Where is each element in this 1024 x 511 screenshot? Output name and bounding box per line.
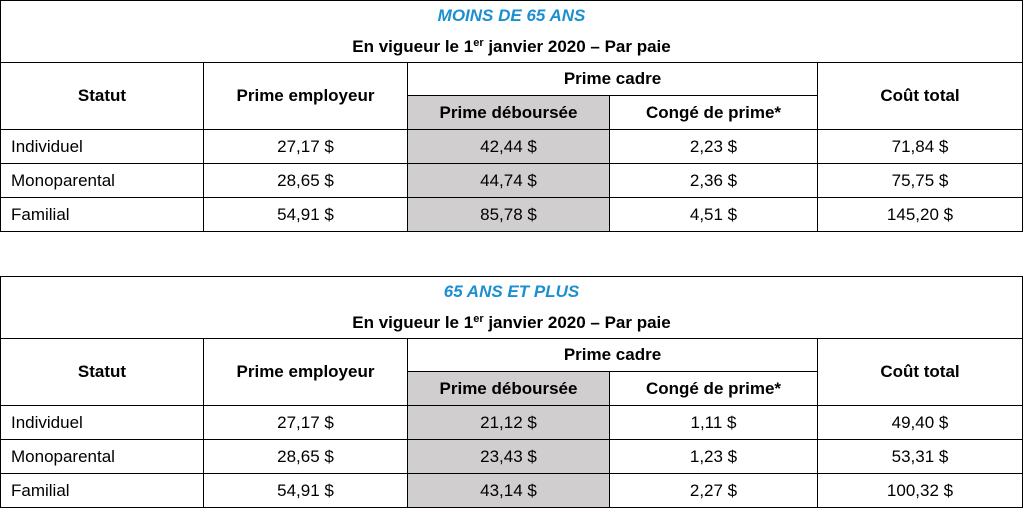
cell-conge-de-prime: 2,23 $ [610,130,818,164]
header-prime-employeur: Prime employeur [204,63,408,130]
table-row [1,164,1023,198]
header-cout-total: Coût total [818,339,1023,406]
cell-statut: Individuel [1,130,204,164]
cell-prime-deboursee: 23,43 $ [408,440,610,474]
table-row [1,406,1023,440]
cell-cout-total: 75,75 $ [818,164,1023,198]
subtitle-end: janvier 2020 – Par paie [483,36,671,56]
header-cout-total: Coût total [818,63,1023,130]
cell-cout-total: 49,40 $ [818,406,1023,440]
header-prime-cadre: Prime cadre [408,63,818,96]
header-prime-deboursee: Prime déboursée [408,372,610,406]
header-conge-de-prime: Congé de prime* [610,96,818,130]
cell-statut: Individuel [1,406,204,440]
table-subtitle [1,32,1023,63]
cell-prime-employeur: 28,65 $ [204,440,408,474]
table-row [1,198,1023,232]
subtitle-superscript: er [473,36,484,49]
table-subtitle [1,308,1023,339]
cell-conge-de-prime: 4,51 $ [610,198,818,232]
cell-prime-deboursee: 42,44 $ [408,130,610,164]
header-conge-de-prime: Congé de prime* [610,372,818,406]
header-prime-cadre: Prime cadre [408,339,818,372]
cell-statut: Familial [1,474,204,508]
header-statut: Statut [1,63,204,130]
header-statut: Statut [1,339,204,406]
cell-cout-total: 71,84 $ [818,130,1023,164]
cell-prime-employeur: 54,91 $ [204,198,408,232]
cell-prime-employeur: 27,17 $ [204,130,408,164]
header-prime-employeur: Prime employeur [204,339,408,406]
cell-cout-total: 145,20 $ [818,198,1023,232]
cell-conge-de-prime: 2,36 $ [610,164,818,198]
cell-prime-employeur: 27,17 $ [204,406,408,440]
cell-conge-de-prime: 1,11 $ [610,406,818,440]
cell-conge-de-prime: 2,27 $ [610,474,818,508]
subtitle-start: En vigueur le 1 [352,36,474,56]
subtitle-superscript: er [473,312,484,325]
cell-prime-deboursee: 21,12 $ [408,406,610,440]
table-title: MOINS DE 65 ANS [1,1,1023,32]
header-prime-deboursee: Prime déboursée [408,96,610,130]
cell-cout-total: 100,32 $ [818,474,1023,508]
table-row [1,474,1023,508]
subtitle-end: janvier 2020 – Par paie [483,312,671,332]
cell-prime-employeur: 28,65 $ [204,164,408,198]
cell-prime-deboursee: 43,14 $ [408,474,610,508]
cell-statut: Monoparental [1,440,204,474]
table-row [1,440,1023,474]
premium-table-65-plus [0,276,1023,508]
cell-prime-deboursee: 44,74 $ [408,164,610,198]
table-row [1,130,1023,164]
cell-prime-employeur: 54,91 $ [204,474,408,508]
cell-statut: Familial [1,198,204,232]
cell-statut: Monoparental [1,164,204,198]
cell-cout-total: 53,31 $ [818,440,1023,474]
subtitle-start: En vigueur le 1 [352,312,474,332]
table-title: 65 ANS ET PLUS [1,277,1023,308]
premium-table-under-65 [0,0,1023,232]
cell-prime-deboursee: 85,78 $ [408,198,610,232]
cell-conge-de-prime: 1,23 $ [610,440,818,474]
